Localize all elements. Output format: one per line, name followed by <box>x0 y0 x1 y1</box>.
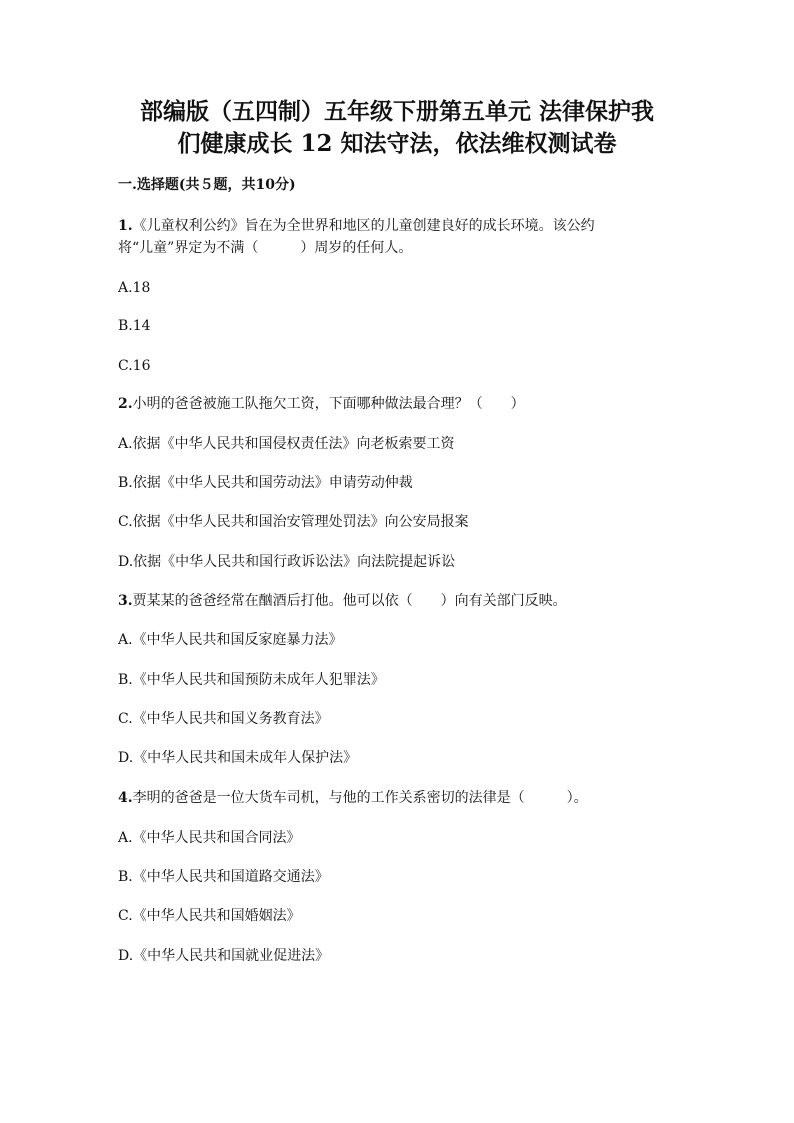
question-4-option-d: D.《中华人民共和国就业促进法》 <box>118 948 330 964</box>
question-4-stem <box>118 788 588 808</box>
question-4-text: 李明的爸爸是一位大货车司机，与他的工作关系密切的法律是（ ）。 <box>132 790 588 806</box>
question-2-option-d: D.依据《中华人民共和国行政诉讼法》向法院提起诉讼 <box>118 554 456 570</box>
exam-title-line-2: 们健康成长 12 知法守法，依法维权测试卷 <box>177 130 617 157</box>
question-4-option-b: B.《中华人民共和国道路交通法》 <box>118 869 329 885</box>
question-1-option-b: B.14 <box>118 318 151 334</box>
question-2-stem <box>118 394 525 414</box>
question-2-option-c: C.依据《中华人民共和国治安管理处罚法》向公安局报案 <box>118 514 469 530</box>
question-3-option-c: C.《中华人民共和国义务教育法》 <box>118 711 329 727</box>
question-4-number: 4. <box>118 790 133 806</box>
question-3-option-b: B.《中华人民共和国预防未成年人犯罪法》 <box>118 672 385 688</box>
question-1-stem-line-2: 将“儿童”界定为不满（ ）周岁的任何人。 <box>118 240 413 256</box>
question-1-option-c: C.16 <box>118 358 151 374</box>
question-1-number: 1. <box>118 218 133 234</box>
question-3-option-d: D.《中华人民共和国未成年人保护法》 <box>118 750 358 766</box>
question-2-option-a: A.依据《中华人民共和国侵权责任法》向老板索要工资 <box>118 436 455 452</box>
question-1-text: 《儿童权利公约》旨在为全世界和地区的儿童创建良好的成长环境。该公约 <box>132 218 595 234</box>
question-2-text: 小明的爸爸被施工队拖欠工资，下面哪种做法最合理？（ ） <box>132 396 525 412</box>
exam-title-line-1: 部编版（五四制）五年级下册第五单元 法律保护我 <box>139 98 654 125</box>
question-3-option-a: A.《中华人民共和国反家庭暴力法》 <box>118 632 343 648</box>
question-2-option-b: B.依据《中华人民共和国劳动法》申请劳动仲裁 <box>118 475 413 491</box>
question-4-option-a: A.《中华人民共和国合同法》 <box>118 830 301 846</box>
question-3-stem <box>118 591 567 611</box>
question-4-option-c: C.《中华人民共和国婚姻法》 <box>118 908 301 924</box>
question-3-text: 贾某某的爸爸经常在酗酒后打他。他可以依（ ）向有关部门反映。 <box>132 593 567 609</box>
question-2-number: 2. <box>118 396 133 412</box>
question-1-stem-line-1 <box>118 216 595 236</box>
question-1-option-a: A.18 <box>118 280 151 296</box>
question-3-number: 3. <box>118 593 133 609</box>
section-heading: 一.选择题(共５题，共10分) <box>118 177 296 193</box>
